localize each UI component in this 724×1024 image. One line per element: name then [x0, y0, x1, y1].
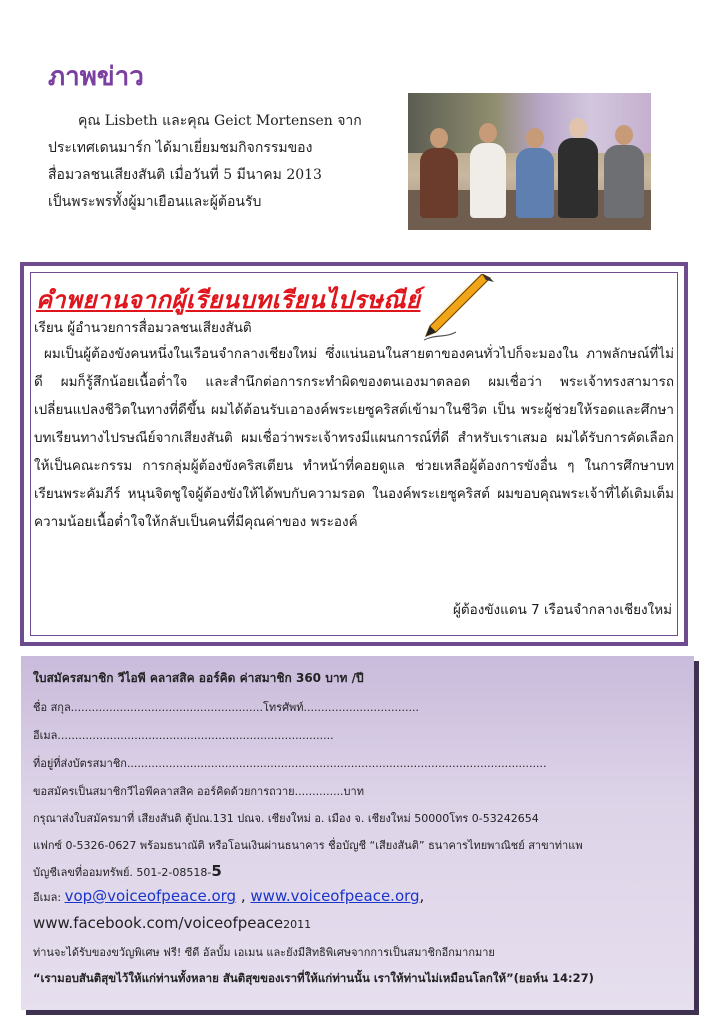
email-field[interactable]: อีเมล............................................................................... [33, 729, 334, 742]
bible-verse [33, 970, 594, 988]
salutation: เรียน ผู้อำนวยการสื่อมวลชนเสียงสันติ [34, 320, 252, 336]
donation-field[interactable]: ขอสมัครเป็นสมาชิกวีไอพีคลาสสิค ออร์คิดด้วยการถวาย..............บาท [33, 785, 364, 798]
testimony-body: ผมเป็นผู้ต้องขังคนหนึ่งในเรือนจำกลางเชียงใหม่ ซึ่งแน่นอนในสายตาของคนทั่วไปก็จะมองใน ภาพลักษณ์ที่ไม่ดี ผมก็รู้สึกน้อยเนื้อต่ำใจ และสำนึกต่อการกระทำผิดของตนเองมาตลอด ผมเชื่อว่า พระเจ้าทรงสามารถเปลี่ยนแปลงชีวิตในทางที่ดีขึ้น ผมได้ต้อนรับเอาองค์พระเยซูคริสต์เข้ามาในชีวิต เป็น พระผู้ช่วยให้รอดและศึกษาบทเรียนทางไปรษณีย์จากเสียงสันติ ผมเชื่อว่าพระเจ้าทรงมีแผนการณ์ที่ดี สำหรับเราเสมอ ผมได้รับการคัดเลือกให้เป็นคณะกรรม การกลุ่มผู้ต้องขังคริสเตียน ทำหน้าที่คอยดูแล ช่วยเหลือผู้ต้องการขังอื่น ๆ ในการศึกษาบทเรียนพระคัมภีร์ หนุนจิตชูใจผู้ต้องขังให้ได้พบกับความรอด ในองค์พระเยซูคริสต์ ผมขอบคุณพระเจ้าที่ได้เติมเต็มความน้อยเนื้อต่ำใจให้กลับเป็นคนที่มีคุณค่าของ พระองค์ [34, 346, 674, 530]
verse-text: “เรามอบสันติสุขไว้ให้แก่ท่านทั้งหลาย สันติสุขของเราที่ให้แก่ท่านนั้น เราให้ท่านไม่เหมือนโลกให้” [33, 971, 514, 985]
photo-person [604, 145, 644, 218]
account-last-digit: 5 [211, 862, 222, 880]
form-header: ใบสมัครสมาชิก วีไอพี คลาสสิค ออร์คิด ค่าสมาชิก 360 บาท /ปี [33, 671, 364, 685]
testimony-title: คำพยานจากผู้เรียนบทเรียนไปรษณีย์ [36, 285, 421, 314]
link-separator: , [236, 887, 251, 905]
news-line: สื่อมวลชนเสียงสันติ เมื่อวันที่ 5 มีนาคม 2013 [48, 167, 322, 183]
news-caption [48, 108, 368, 216]
news-photo [408, 93, 651, 230]
news-line: ประเทศเดนมาร์ก ได้มาเยี่ยมชมกิจกรรมของ [48, 140, 313, 156]
contact-links [33, 887, 424, 906]
photo-person [420, 148, 458, 218]
gift-note: ท่านจะได้รับของขวัญพิเศษ ฟรี! ซีดี อัลบั้ม เอเมน และยังมีสิทธิพิเศษจากการเป็นสมาชิกอีกมากมาย [33, 946, 495, 959]
photo-person [516, 148, 554, 218]
news-line: เป็นพระพรทั้งผู้มาเยือนและผู้ต้อนรับ [48, 194, 262, 210]
account-prefix: บัญชีเลขที่ออมทรัพย์. 501-2-08518- [33, 866, 212, 879]
facebook-line [33, 914, 311, 932]
link-comma: , [419, 887, 425, 905]
website-link[interactable]: www.voiceofpeace.org [250, 887, 420, 905]
signature: ผู้ต้องขังแดน 7 เรือนจำกลางเชียงใหม่ [452, 602, 672, 618]
name-phone-field[interactable]: ชื่อ สกุล.......................................................โทรศัพท์................................. [33, 701, 419, 714]
photo-person [470, 143, 506, 218]
account-number [33, 862, 222, 881]
send-address: กรุณาส่งใบสมัครมาที่ เสียงสันติ ตู้ปณ.131 ปณจ. เชียงใหม่ อ. เมือง จ. เชียงใหม่ 50000โทร 0-53242654 [33, 812, 539, 825]
pen-icon [416, 274, 496, 346]
address-field[interactable]: ที่อยู่ที่ส่งบัตรสมาชิก........................................................................................................................ [33, 757, 547, 770]
facebook-link[interactable]: www.facebook.com/voiceofpeace [33, 914, 284, 932]
facebook-year: 2011 [283, 918, 312, 931]
email-link[interactable]: vop@voiceofpeace.org [64, 887, 237, 905]
verse-reference: (ยอห์น 14:27) [513, 971, 594, 985]
membership-form [21, 656, 694, 1010]
testimony-box [20, 262, 688, 646]
news-line: คุณ Lisbeth และคุณ Geict Mortensen จาก [78, 113, 362, 129]
email-label: อีเมล: [33, 891, 65, 904]
news-title: ภาพข่าว [48, 62, 144, 92]
photo-person [558, 138, 598, 218]
bank-info: แฟกซ์ 0-5326-0627 พร้อมธนาณัติ หรือโอนเงินผ่านธนาคาร ชื่อบัญชี “เสียงสันติ” ธนาคารไทยพาณิชย์ สาขาท่าแพ [33, 839, 583, 852]
